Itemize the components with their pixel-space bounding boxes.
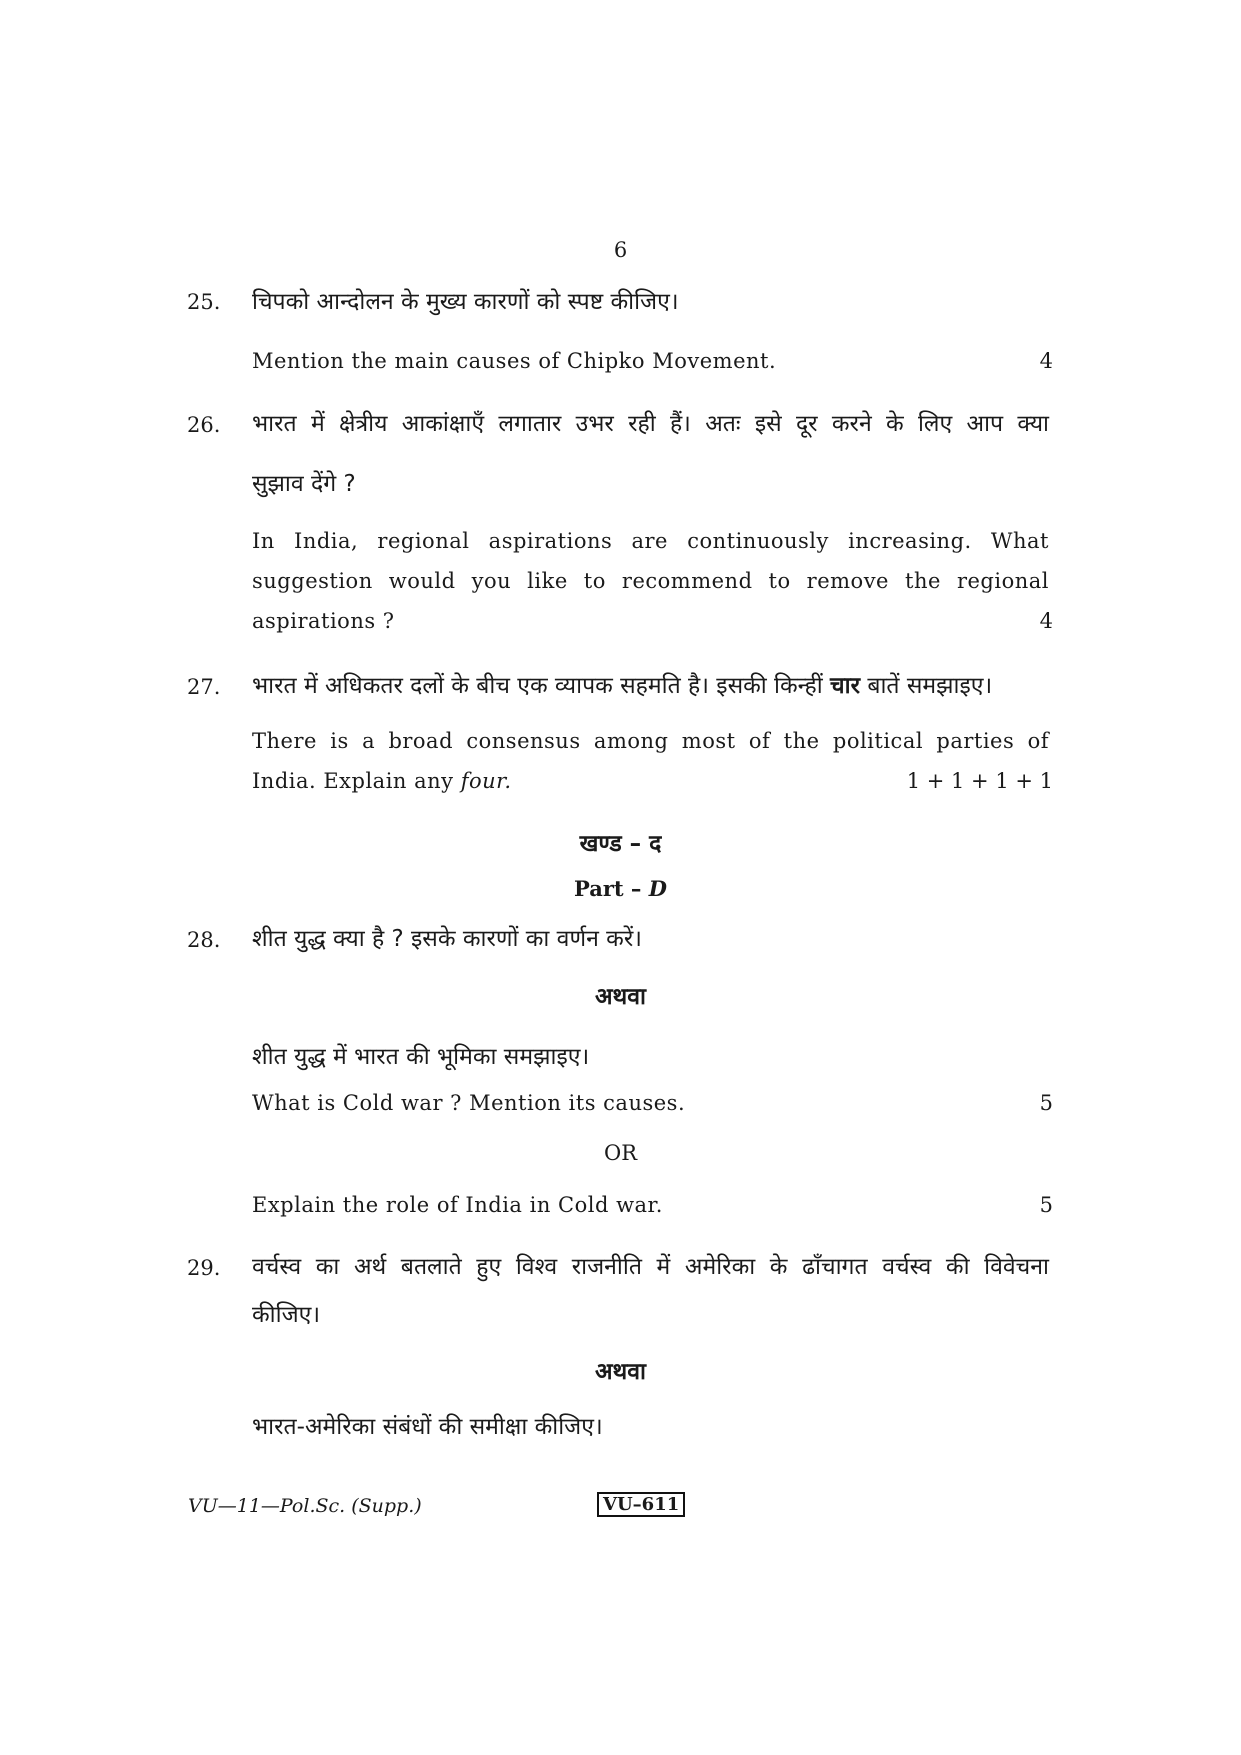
question-27-hindi-before: भारत में अधिकतर दलों के बीच एक व्यापक सहमति है। इसकी किन्हीं [252, 673, 831, 699]
question-number-29: 29. [187, 1256, 221, 1280]
question-26-english-line1: In India, regional aspirations are continuously increasing. What [252, 529, 1049, 553]
question-27-marks: 1 + 1 + 1 + 1 [906, 769, 1053, 793]
question-27-hindi-bold: चार [830, 673, 861, 699]
section-heading-english [0, 876, 1241, 901]
question-29-hindi-alt: भारत-अमेरिका संबंधों की समीक्षा कीजिए। [252, 1414, 603, 1440]
question-25-hindi: चिपको आन्दोलन के मुख्य कारणों को स्पष्ट कीजिए। [252, 289, 679, 315]
footer-exam-code: VU—11—Pol.Sc. (Supp.) [188, 1495, 422, 1517]
page-number: 6 [613, 238, 628, 262]
question-28-english: What is Cold war ? Mention its causes. [252, 1091, 686, 1115]
question-27-english-line1: There is a broad consensus among most of the political parties of [252, 729, 1049, 753]
question-27-english-italic: four. [460, 769, 512, 793]
question-29-hindi-line1: वर्चस्व का अर्थ बतलाते हुए विश्व राजनीति में अमेरिका के ढाँचागत वर्चस्व की विवेचना [252, 1254, 1049, 1280]
question-26-hindi-line1: भारत में क्षेत्रीय आकांक्षाएँ लगातार उभर रही हैं। अतः इसे दूर करने के लिए आप क्या [252, 411, 1049, 437]
question-29-athva: अथवा [594, 1359, 646, 1385]
question-28-or: OR [603, 1141, 638, 1165]
question-25-english: Mention the main causes of Chipko Movement. [252, 349, 777, 373]
footer-paper-code: VU–611 [597, 1492, 685, 1517]
question-29-hindi-line2: कीजिए। [252, 1302, 321, 1328]
section-heading-hindi: खण्ड – द [579, 831, 662, 857]
question-26-hindi-line2: सुझाव देंगे ? [252, 471, 356, 497]
question-number-25: 25. [187, 290, 221, 314]
question-27-english-prefix: India. Explain any [252, 769, 461, 793]
section-heading-letter: D [648, 876, 667, 901]
section-heading-prefix: Part – [574, 876, 649, 901]
question-27-english-line2 [252, 769, 512, 793]
question-26-marks: 4 [1039, 609, 1053, 633]
question-number-27: 27. [187, 675, 221, 699]
question-28-marks: 5 [1039, 1091, 1053, 1115]
question-27-hindi-after: बातें समझाइए। [860, 673, 993, 699]
question-26-english-line2: suggestion would you like to recommend to remove the regional [252, 569, 1049, 593]
question-number-28: 28. [187, 928, 221, 952]
question-28-english-alt: Explain the role of India in Cold war. [252, 1193, 663, 1217]
question-25-marks: 4 [1039, 349, 1053, 373]
question-26-english-line3: aspirations ? [252, 609, 395, 633]
question-28-hindi: शीत युद्ध क्या है ? इसके कारणों का वर्णन करें। [252, 926, 642, 952]
footer-paper-code-box [597, 1494, 685, 1516]
question-28-hindi-alt: शीत युद्ध में भारत की भूमिका समझाइए। [252, 1044, 590, 1070]
question-number-26: 26. [187, 413, 221, 437]
question-27-hindi [252, 668, 992, 700]
question-28-athva: अथवा [594, 984, 646, 1010]
question-28-marks-alt: 5 [1039, 1193, 1053, 1217]
